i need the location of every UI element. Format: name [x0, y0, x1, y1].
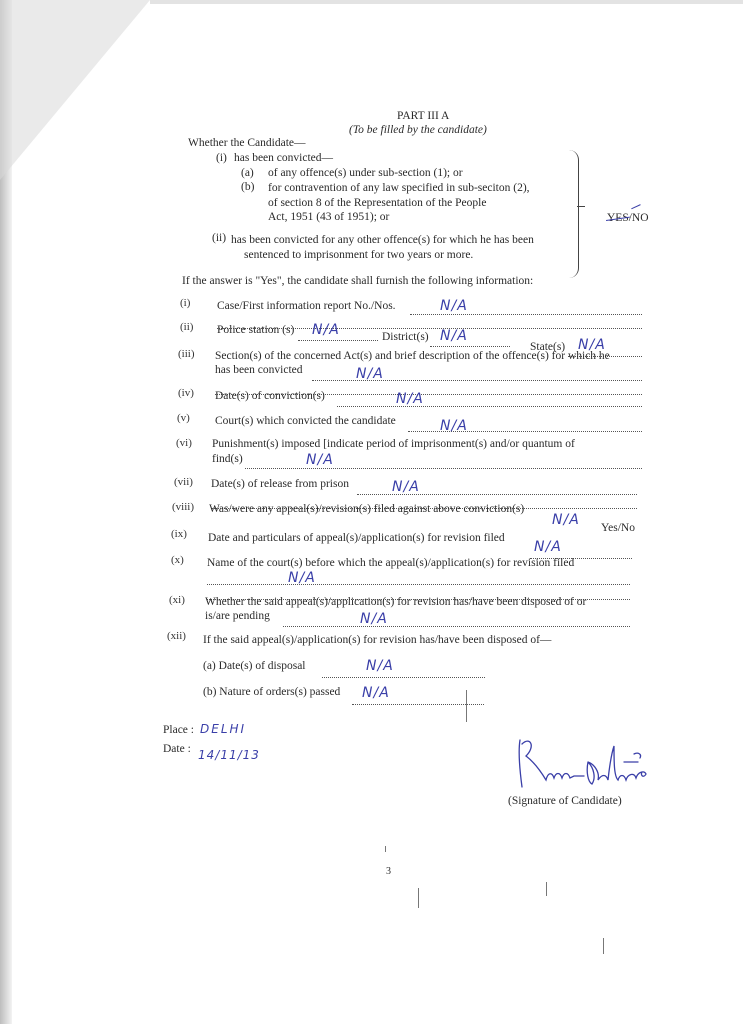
- yes-strike-mark: [606, 217, 631, 231]
- district-answer: N/A: [440, 328, 468, 344]
- item-vi-line: [245, 468, 642, 469]
- item-xi-line1: Whether the said appeal(s)/application(s) for revision has/have been disposed of or: [205, 596, 587, 608]
- item-xii-a-label: (a) Date(s) of disposal: [203, 660, 306, 672]
- police-station-line: [298, 340, 378, 341]
- item-xii-number: (xii): [167, 630, 186, 642]
- item-x-answer: N/A: [288, 570, 316, 586]
- item-v-number: (v): [177, 412, 190, 424]
- item-iii-number: (iii): [178, 348, 195, 360]
- item-xii-b-answer: N/A: [362, 685, 390, 701]
- page-number: 3: [386, 866, 391, 877]
- place-value: DELHI: [200, 722, 247, 736]
- item-viii-suffix: Yes/No: [601, 522, 635, 534]
- stray-mark-3: [418, 888, 419, 908]
- item-xi-line: [283, 626, 630, 627]
- item-iv-label: Date(s) of conviction(s): [215, 390, 325, 402]
- intro-lead: Whether the Candidate—: [188, 137, 306, 149]
- item-ix-label: Date and particulars of appeal(s)/application(s) for revision filed: [208, 532, 505, 544]
- item-iii-answer: N/A: [356, 366, 384, 382]
- police-station-label: Police station (s): [217, 324, 295, 336]
- state-answer: N/A: [578, 337, 606, 353]
- item-xii-a-line: [322, 677, 485, 678]
- date-value: 14/11/13: [198, 748, 260, 762]
- item-x-line: [207, 584, 630, 585]
- item-xi-number: (xi): [169, 594, 185, 606]
- item-i-line: [410, 314, 642, 315]
- brace: [566, 150, 579, 278]
- item-i-number: (i): [180, 297, 191, 309]
- item-iii-line1: Section(s) of the concerned Act(s) and brief description of the offence(s) for which he: [215, 350, 610, 362]
- item-vii-label: Date(s) of release from prison: [211, 478, 349, 490]
- item-vi-answer: N/A: [306, 452, 334, 468]
- item-xi-line2: is/are pending: [205, 610, 270, 622]
- item-xii-label: If the said appeal(s)/application(s) for revision has/have been disposed of—: [203, 634, 552, 646]
- item-vii-number: (vii): [174, 476, 193, 488]
- stray-mark-5: [603, 938, 604, 954]
- item-iv-number: (iv): [178, 387, 194, 399]
- stray-mark-2: [385, 846, 386, 852]
- stray-mark: [466, 690, 467, 722]
- item-viii-label: Was/were any appeal(s)/revision(s) filed against above conviction(s): [209, 503, 525, 515]
- item-v-label: Court(s) which convicted the candidate: [215, 415, 396, 427]
- item-v-answer: N/A: [440, 418, 468, 434]
- signature-caption: (Signature of Candidate): [508, 795, 622, 807]
- brace-tip: [577, 206, 585, 207]
- item-x-label: Name of the court(s) before which the appeal(s)/application(s) for revision filed: [207, 557, 575, 569]
- yes-no-text: YES/NO: [607, 212, 649, 224]
- item-iii-line2: has been convicted: [215, 364, 303, 376]
- item-vi-line1: Punishment(s) imposed [indicate period of imprisonment(s) and/or quantum of: [212, 438, 575, 450]
- item-viii-number: (viii): [172, 501, 194, 513]
- item-xii-b-label: (b) Nature of orders(s) passed: [203, 686, 341, 698]
- candidate-signature: [514, 732, 654, 792]
- item-xii-a-answer: N/A: [366, 658, 394, 674]
- intro-ii-label: (ii): [212, 232, 227, 244]
- item-vi-line2: find(s): [212, 453, 243, 465]
- intro-a-label: (a): [241, 167, 254, 179]
- item-xi-answer: N/A: [360, 611, 388, 627]
- intro-b-line3: Act, 1951 (43 of 1951); or: [268, 211, 390, 223]
- intro-b-line2: of section 8 of the Representation of the People: [268, 197, 487, 209]
- intro-a-text: of any offence(s) under sub-section (1); or: [268, 167, 463, 179]
- intro-b-line1: for contravention of any law specified in sub-seciton (2),: [268, 182, 530, 194]
- item-vii-answer: N/A: [392, 479, 420, 495]
- intro-i-label: (i): [216, 152, 227, 164]
- item-ix-answer: N/A: [534, 539, 562, 555]
- item-i-label: Case/First information report No./Nos.: [217, 300, 396, 312]
- item-i-answer: N/A: [440, 298, 468, 314]
- place-label: Place :: [163, 724, 194, 736]
- part-subtitle: (To be filled by the candidate): [349, 124, 487, 136]
- item-ii-number: (ii): [180, 321, 194, 333]
- state-label: State(s): [530, 341, 566, 353]
- item-iv-line: [337, 406, 642, 407]
- item-vi-number: (vi): [176, 437, 192, 449]
- item-viii-answer: N/A: [552, 512, 580, 528]
- item-ix-number: (ix): [171, 528, 187, 540]
- date-label: Date :: [163, 743, 191, 755]
- item-xii-b-line: [352, 704, 484, 705]
- intro-i-text: has been convicted—: [234, 152, 333, 164]
- intro-ii-line1: has been convicted for any other offence(s) for which he has been: [231, 234, 534, 246]
- item-x-number: (x): [171, 554, 184, 566]
- police-station-answer: N/A: [312, 322, 340, 338]
- stray-mark-4: [546, 882, 547, 896]
- instruction-text: If the answer is "Yes", the candidate shall furnish the following information:: [182, 275, 534, 287]
- district-line: [430, 346, 510, 347]
- scan-top-edge: [150, 0, 743, 4]
- district-label: District(s): [382, 331, 429, 343]
- intro-b-label: (b): [241, 181, 255, 193]
- part-title: PART III A: [397, 110, 450, 122]
- intro-ii-line2: sentenced to imprisonment for two years or more.: [244, 249, 474, 261]
- folded-corner: [0, 0, 150, 180]
- item-iv-answer: N/A: [396, 391, 424, 407]
